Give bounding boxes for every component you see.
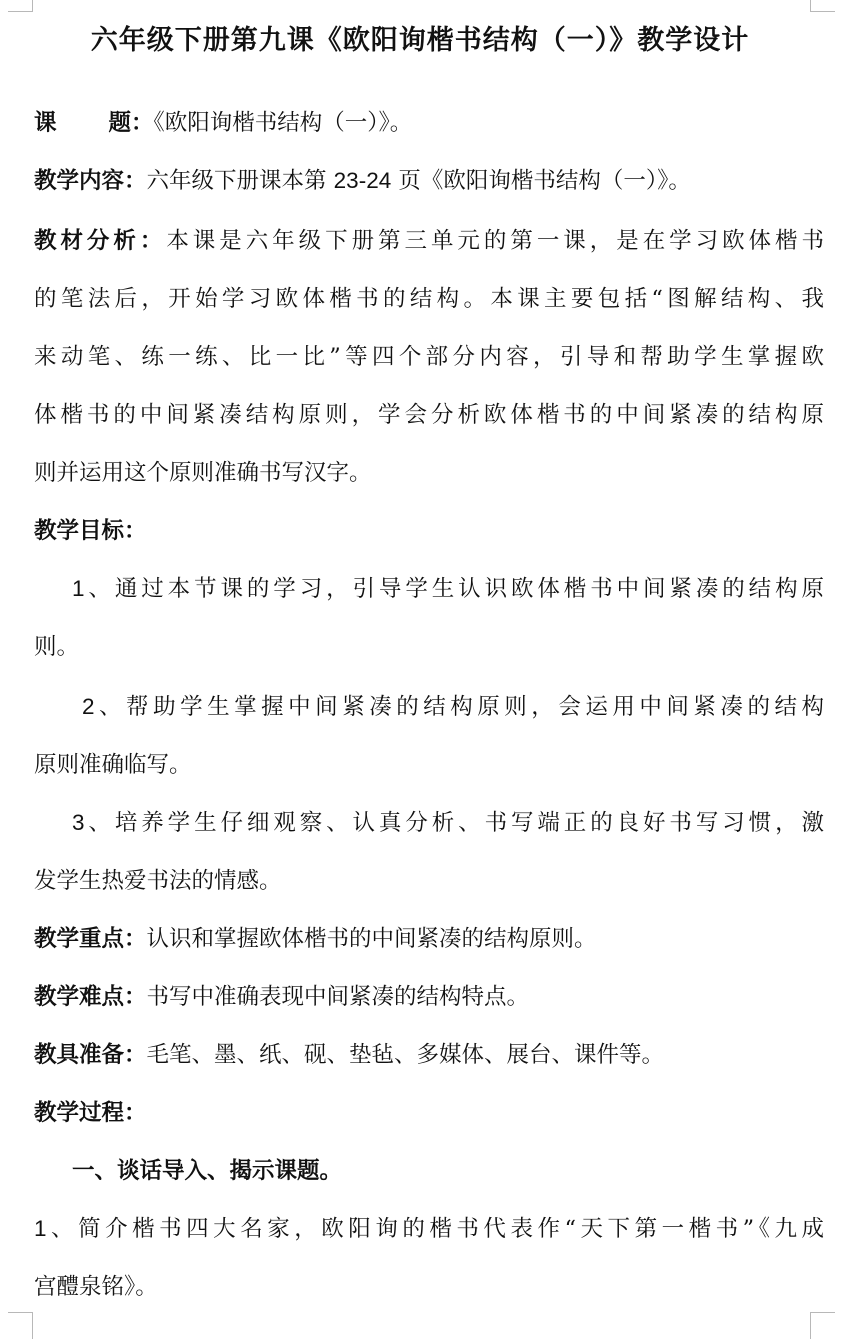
page-corner-mark-top-left — [8, 0, 33, 12]
objective-2-line-2: 原则准确临写。 — [34, 752, 192, 778]
process-heading — [34, 1098, 824, 1128]
step-1-text: 、简介楷书四大名家，欧阳询的楷书代表作“天下第一楷书”《九成 — [46, 1216, 824, 1242]
analysis-line-5: 则并运用这个原则准确书写汉字。 — [34, 460, 372, 486]
objective-3-number: 3 — [72, 810, 85, 835]
tools-label: 教具准备： — [34, 1042, 147, 1068]
page-corner-mark-top-right — [810, 0, 835, 12]
tools-value: 毛笔、墨、纸、砚、垫毡、多媒体、展台、课件等。 — [146, 1042, 665, 1068]
difficulty-line — [34, 982, 824, 1012]
difficulty-value: 书写中准确表现中间紧凑的结构特点。 — [146, 984, 530, 1010]
key-point-line — [34, 924, 824, 954]
objectives-heading — [34, 516, 824, 546]
objective-1-number: 1 — [72, 576, 85, 601]
page-corner-mark-bottom-right — [810, 1312, 835, 1339]
objective-1-line-2: 则。 — [34, 634, 80, 660]
process-label: 教学过程： — [34, 1100, 147, 1126]
page-corner-mark-bottom-left — [8, 1312, 33, 1339]
content-value-a: 六年级下册课本第 — [146, 168, 334, 194]
key-point-value: 认识和掌握欧体楷书的中间紧凑的结构原则。 — [146, 926, 597, 952]
content-label: 教学内容： — [34, 168, 147, 194]
objective-3-line-1 — [72, 808, 824, 838]
content-value-b: 页《欧阳询楷书结构（一）》。 — [391, 168, 691, 194]
step-1-line-1 — [34, 1214, 824, 1244]
topic-label-first: 课 — [34, 110, 57, 136]
section-heading-line — [72, 1156, 862, 1186]
step-1-number: 1 — [34, 1216, 47, 1241]
analysis-line-3: 来动笔、练一练、比一比”等四个部分内容，引导和帮助学生掌握欧 — [34, 344, 824, 370]
difficulty-label: 教学难点： — [34, 984, 147, 1010]
analysis-line-1 — [34, 226, 824, 256]
tools-line — [34, 1040, 824, 1070]
objective-1-text: 、通过本节课的学习，引导学生认识欧体楷书中间紧凑的结构原 — [84, 576, 824, 602]
objective-1-line-1 — [72, 574, 824, 604]
analysis-label: 教材分析： — [34, 228, 167, 254]
content-line — [34, 166, 824, 196]
objective-3-line-2: 发学生热爱书法的情感。 — [34, 868, 282, 894]
analysis-line-4: 体楷书的中间紧凑结构原则，学会分析欧体楷书的中间紧凑的结构原 — [34, 402, 824, 428]
objective-2-number: 2 — [82, 694, 95, 719]
topic-line — [34, 108, 824, 138]
objective-3-text: 、培养学生仔细观察、认真分析、书写端正的良好书写习惯，激 — [84, 810, 824, 836]
objective-2-line-1 — [82, 692, 824, 722]
step-1-line-2: 宫醴泉铭》。 — [34, 1274, 158, 1300]
analysis-text-1: 本课是六年级下册第三单元的第一课，是在学习欧体楷书 — [166, 228, 824, 254]
objectives-label: 教学目标： — [34, 518, 147, 544]
objective-2-text: 、帮助学生掌握中间紧凑的结构原则，会运用中间紧凑的结构 — [94, 694, 824, 720]
topic-label-second: 题： — [108, 110, 154, 136]
topic-value: 《欧阳询楷书结构（一）》。 — [153, 110, 413, 136]
section-heading: 一、谈话导入、揭示课题。 — [72, 1158, 343, 1184]
key-point-label: 教学重点： — [34, 926, 147, 952]
content-pages: 23-24 — [333, 168, 392, 193]
analysis-line-2: 的笔法后，开始学习欧体楷书的结构。本课主要包括“图解结构、我 — [34, 286, 824, 312]
document-title: 六年级下册第九课《欧阳询楷书结构（一）》教学设计 — [90, 25, 750, 56]
